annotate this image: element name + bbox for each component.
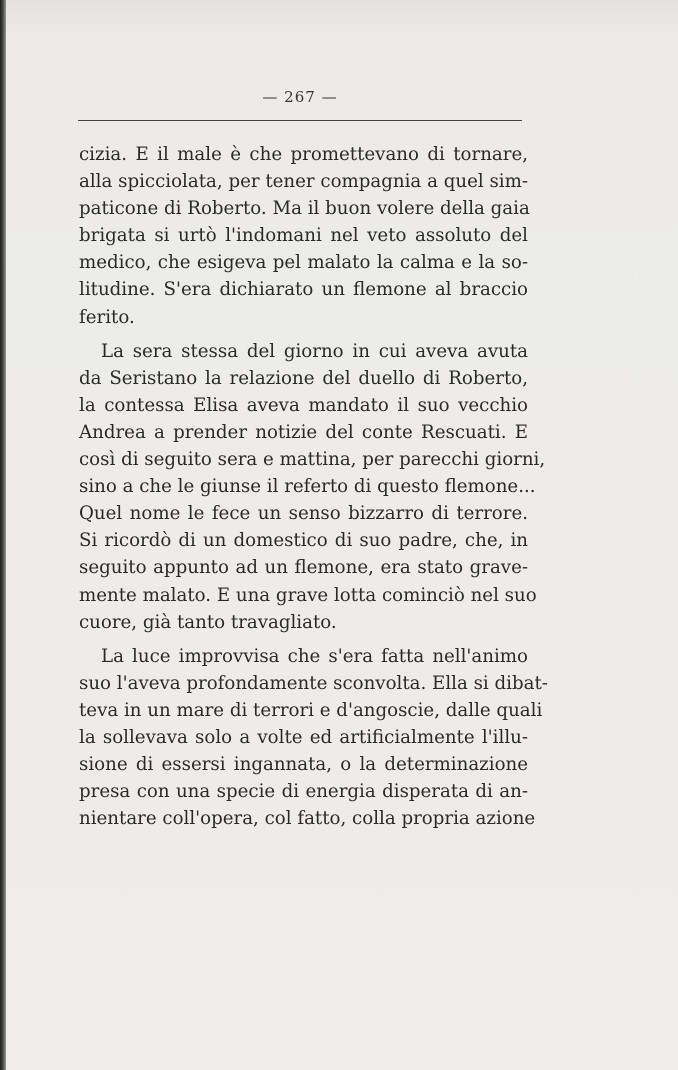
text-line: mente malato. E una grave lotta cominciò nel suo	[79, 584, 537, 606]
text-line: brigata si urtò l'indomani nel veto assoluto del	[79, 225, 528, 247]
text-line: litudine. S'era dichiarato un flemone al braccio	[79, 279, 528, 301]
text-line: La sera stessa del giorno in cui aveva avuta	[101, 340, 528, 362]
page-number: — 267 —	[262, 88, 338, 106]
paragraph-3	[79, 643, 548, 833]
text-line: La luce improvvisa che s'era fatta nell'animo	[101, 645, 528, 667]
text-line: la contessa Elisa aveva mandato il suo vecchio	[79, 394, 528, 416]
text-line: suo l'aveva profondamente sconvolta. Ella si dibat-	[79, 672, 548, 694]
text-line: da Seristano la relazione del duello di Roberto,	[79, 367, 528, 389]
text-line: paticone di Roberto. Ma il buon volere della gaia	[79, 198, 530, 220]
text-line: alla spicciolata, per tener compagnia a quel sim-	[79, 171, 528, 193]
text-line: Si ricordò di un domestico di suo padre, che, in	[79, 530, 528, 552]
text-line: cuore, già tanto travagliato.	[79, 611, 337, 633]
text-line: sione di essersi ingannata, o la determinazione	[79, 754, 528, 776]
text-line: Quel nome le fece un senso bizzarro di terrore.	[79, 503, 528, 525]
text-line: seguito appunto ad un flemone, era stato grave-	[79, 557, 528, 579]
header-rule	[78, 120, 522, 121]
text-line: la sollevava solo a volte ed artificialmente l'illu-	[79, 726, 528, 748]
book-spine-edge	[0, 0, 6, 1070]
paragraph-1	[79, 141, 528, 331]
text-line: ferito.	[79, 306, 135, 328]
paragraph-2	[79, 338, 546, 636]
text-line: presa con una specie di energia disperata di an-	[79, 781, 528, 803]
text-line: medico, che esigeva pel malato la calma e la so-	[79, 252, 528, 274]
paragraph-gap	[79, 331, 528, 338]
body-text	[79, 141, 548, 832]
paragraph-gap	[79, 636, 528, 643]
text-line: così di seguito sera e mattina, per parecchi giorni,	[79, 449, 546, 471]
text-line: cizia. E il male è che promettevano di tornare,	[79, 144, 528, 165]
text-line: Andrea a prender notizie del conte Rescuati. E	[79, 421, 528, 443]
text-line: nientare coll'opera, col fatto, colla propria azione	[79, 808, 536, 830]
text-line: teva in un mare di terrori e d'angoscie, dalle quali	[79, 699, 543, 721]
text-line: sino a che le giunse il referto di questo flemone...	[79, 476, 536, 498]
